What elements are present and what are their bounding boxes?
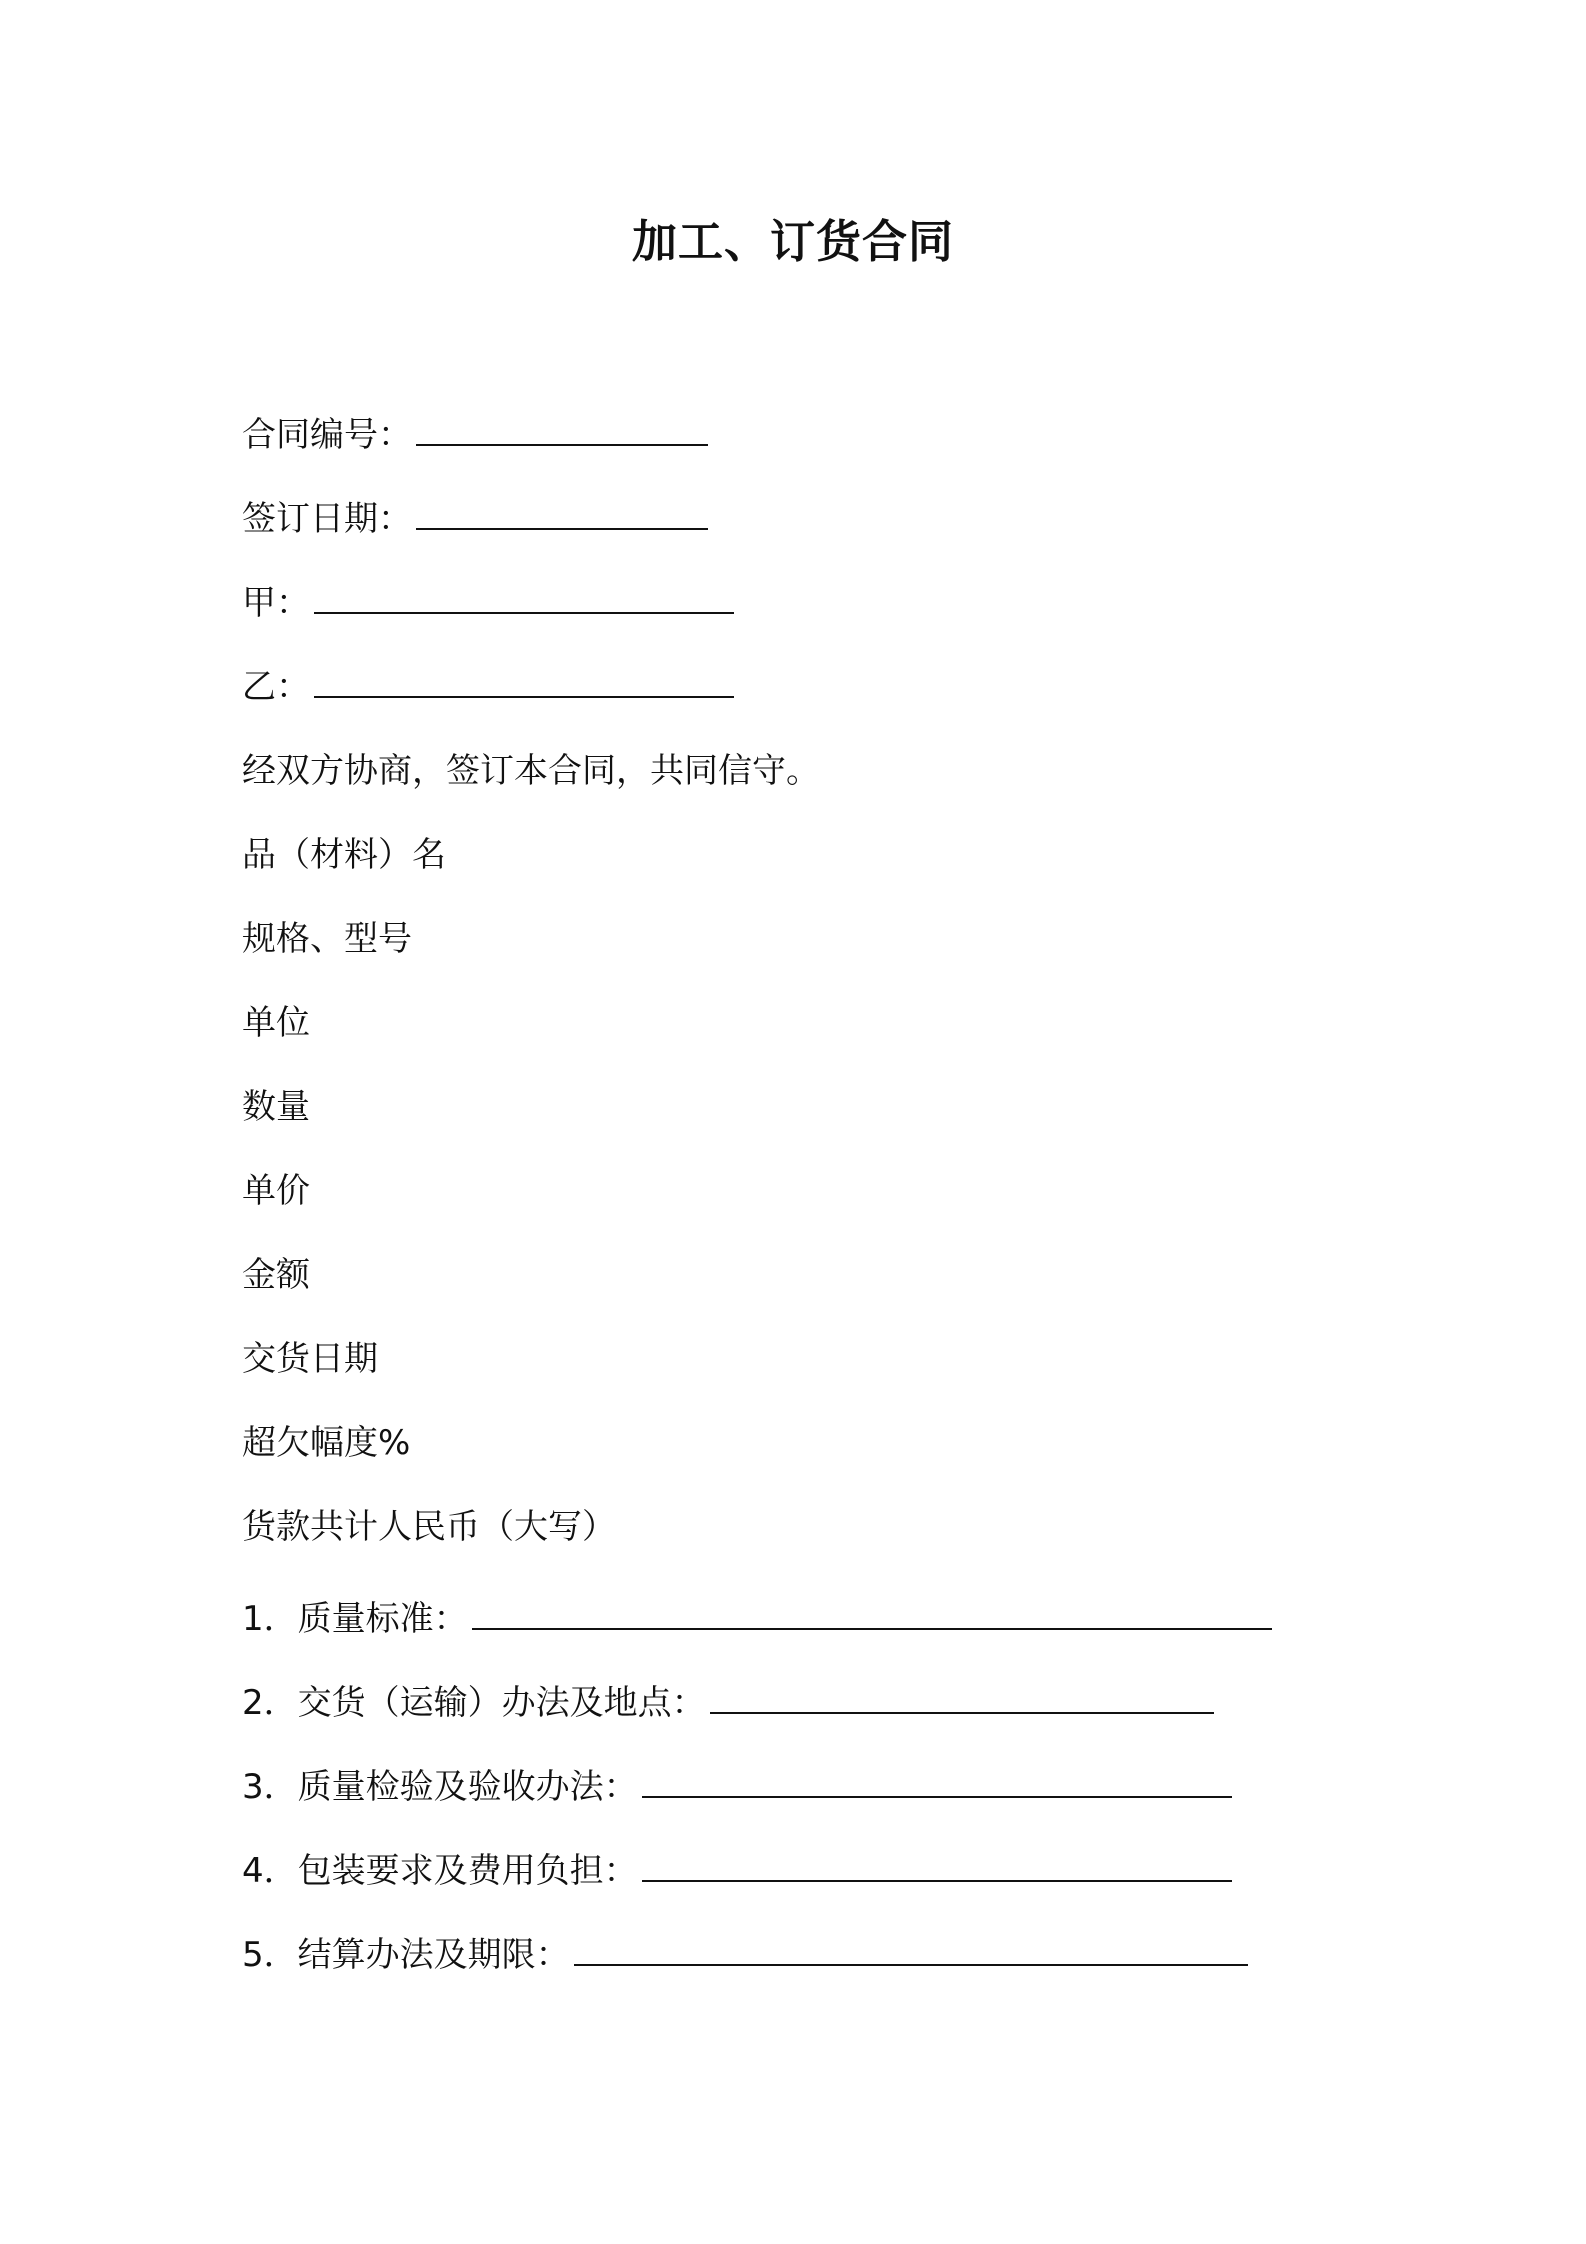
clause-settlement-label: 5．结算办法及期限： <box>242 1935 570 1975</box>
party-b-blank[interactable] <box>314 666 734 698</box>
clause-settlement-blank[interactable] <box>574 1934 1248 1966</box>
item-field-unit-price: 单价 <box>242 1171 310 1211</box>
item-field-quantity: 数量 <box>242 1087 310 1127</box>
signing-date-row <box>242 496 708 542</box>
clause-inspection-blank[interactable] <box>642 1766 1232 1798</box>
item-field-unit: 单位 <box>242 1003 310 1043</box>
item-field-total-rmb: 货款共计人民币（大写） <box>242 1507 616 1547</box>
clause-delivery-method-row <box>242 1680 1214 1726</box>
signing-date-blank[interactable] <box>416 498 708 530</box>
party-b-row <box>242 664 734 710</box>
party-a-label: 甲： <box>242 583 310 623</box>
item-field-tolerance: 超欠幅度% <box>242 1423 411 1463</box>
item-field-spec-model: 规格、型号 <box>242 919 412 959</box>
clause-packaging-blank[interactable] <box>642 1850 1232 1882</box>
item-field-delivery-date: 交货日期 <box>242 1339 378 1379</box>
clause-quality-standard-label: 1．质量标准： <box>242 1599 468 1639</box>
item-field-amount: 金额 <box>242 1255 310 1295</box>
contract-number-row <box>242 412 708 458</box>
clause-quality-standard-row <box>242 1596 1272 1642</box>
document-title: 加工、订货合同 <box>631 215 954 268</box>
clause-delivery-method-blank[interactable] <box>710 1682 1214 1714</box>
clause-quality-standard-blank[interactable] <box>472 1598 1272 1630</box>
clause-inspection-label: 3．质量检验及验收办法： <box>242 1767 638 1807</box>
party-a-row <box>242 580 734 626</box>
item-field-product-name: 品（材料）名 <box>242 835 446 875</box>
intro-text: 经双方协商，签订本合同，共同信守。 <box>242 751 820 791</box>
party-a-blank[interactable] <box>314 582 734 614</box>
contract-number-label: 合同编号： <box>242 415 412 455</box>
contract-number-blank[interactable] <box>416 414 708 446</box>
clause-delivery-method-label: 2．交货（运输）办法及地点： <box>242 1683 706 1723</box>
signing-date-label: 签订日期： <box>242 499 412 539</box>
clause-inspection-row <box>242 1764 1232 1810</box>
clause-packaging-row <box>242 1848 1232 1894</box>
clause-packaging-label: 4．包装要求及费用负担： <box>242 1851 638 1891</box>
clause-settlement-row <box>242 1932 1248 1978</box>
party-b-label: 乙： <box>242 667 310 707</box>
